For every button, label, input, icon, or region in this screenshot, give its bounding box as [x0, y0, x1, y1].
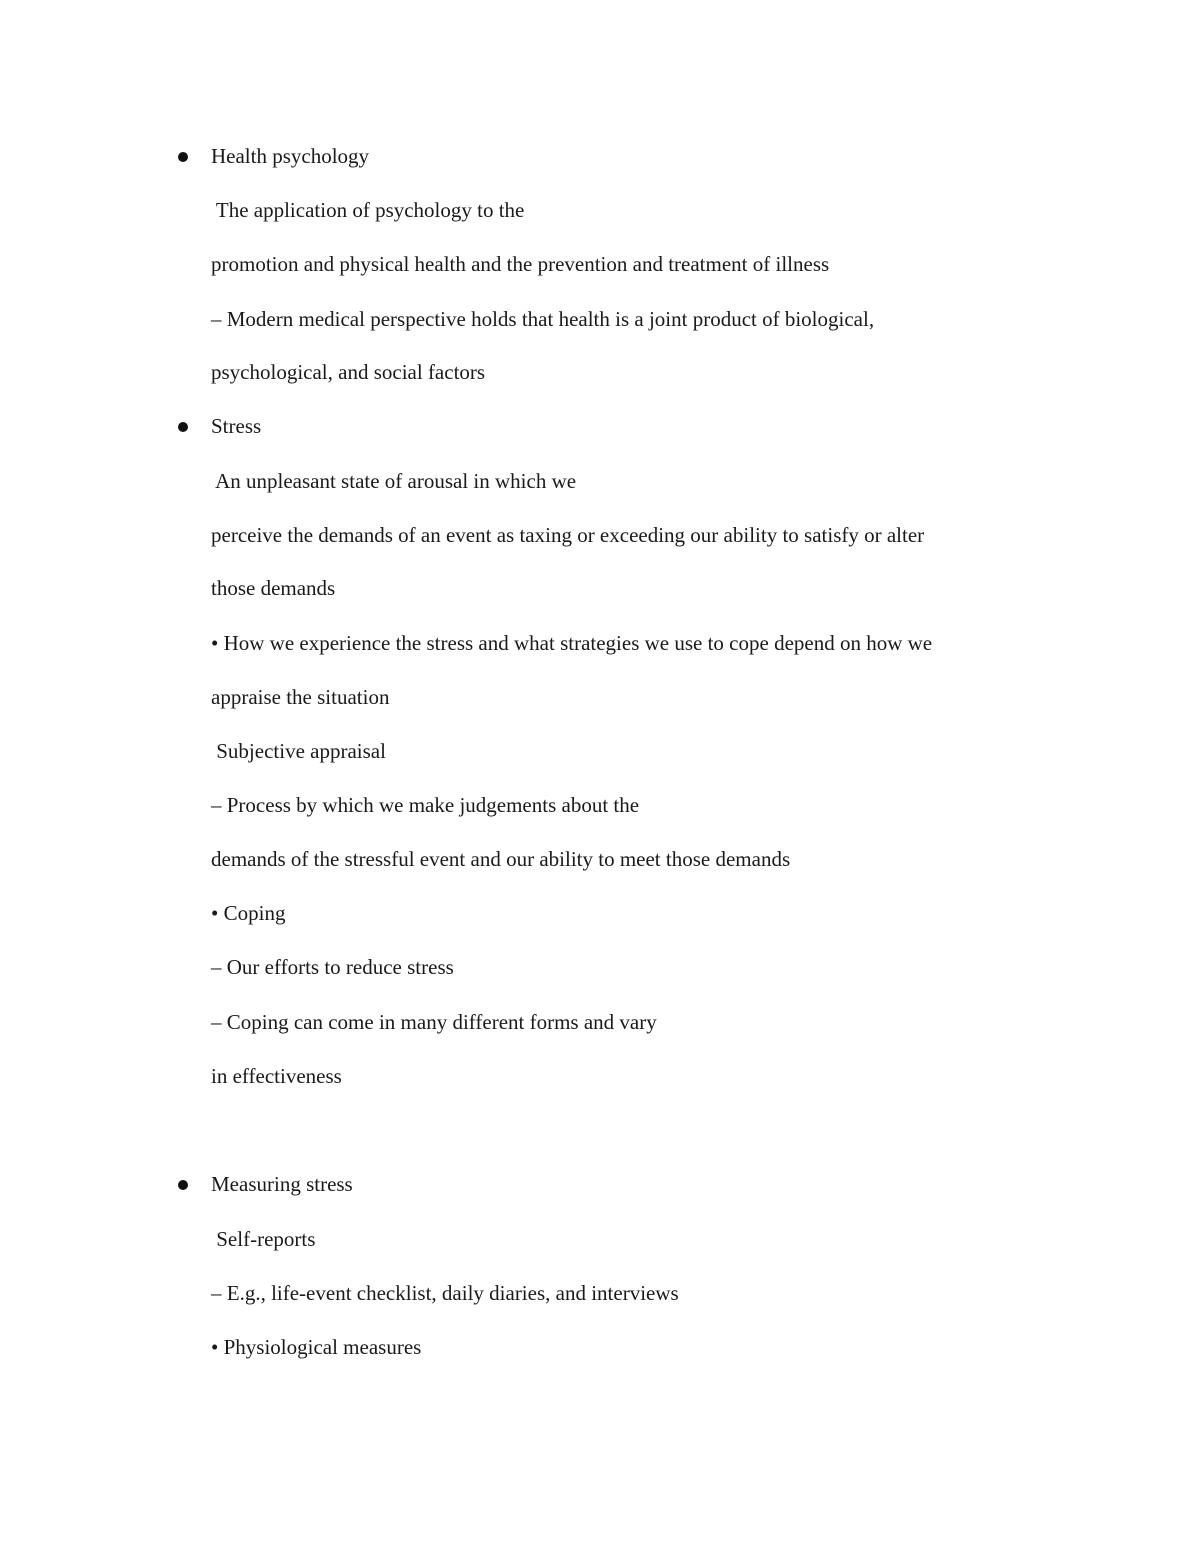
body-line: perceive the demands of an event as taxing or exceeding our ability to satisfy or alter [211, 523, 925, 547]
body-line: • How we experience the stress and what strategies we use to cope depend on how we [211, 631, 933, 655]
section-heading: Stress [211, 414, 262, 438]
section-heading: Measuring stress [211, 1172, 353, 1196]
body-line: psychological, and social factors [211, 360, 486, 384]
body-line: – Our efforts to reduce stress [211, 955, 454, 979]
body-line: promotion and physical health and the prevention and treatment of illness [211, 252, 830, 276]
body-line: appraise the situation [211, 685, 390, 709]
section-heading: Health psychology [211, 144, 370, 168]
body-line: • Physiological measures [211, 1335, 422, 1359]
body-line: – Coping can come in many different forms and vary [211, 1010, 657, 1034]
bullet-icon [178, 1180, 188, 1190]
bullet-icon [178, 152, 188, 162]
body-line: • Coping [211, 901, 286, 925]
body-line: those demands [211, 576, 336, 600]
bullet-icon [178, 422, 188, 432]
body-line: The application of psychology to the [211, 198, 525, 222]
body-line: – Process by which we make judgements about the [211, 793, 640, 817]
body-line: – Modern medical perspective holds that health is a joint product of biological, [211, 307, 875, 331]
body-line: An unpleasant state of arousal in which we [211, 469, 577, 493]
body-line: Subjective appraisal [211, 739, 386, 763]
body-line: Self-reports [211, 1227, 316, 1251]
body-line: – E.g., life-event checklist, daily diaries, and interviews [211, 1281, 679, 1305]
body-line: demands of the stressful event and our ability to meet those demands [211, 847, 791, 871]
body-line: in effectiveness [211, 1064, 342, 1088]
